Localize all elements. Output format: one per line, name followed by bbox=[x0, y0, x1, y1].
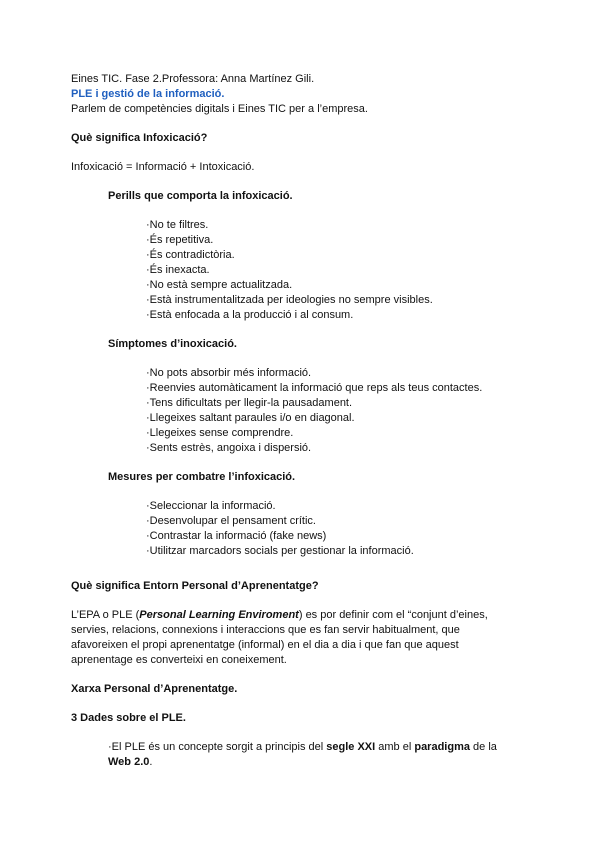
fact-bold-web: Web 2.0 bbox=[108, 756, 150, 768]
xarxa-heading: Xarxa Personal d’Aprenentatge. bbox=[71, 683, 238, 695]
list-item: ·Llegeixes saltant paraules i/o en diagonal. bbox=[146, 412, 355, 424]
infoxicacio-definition: Infoxicació = Informació + Intoxicació. bbox=[71, 161, 255, 173]
ple-term: Personal Learning Enviroment bbox=[139, 609, 299, 621]
list-item: ·És contradictòria. bbox=[146, 249, 235, 261]
fact-text: . bbox=[149, 756, 153, 768]
document-subtitle: PLE i gestió de la informació. bbox=[71, 88, 225, 100]
list-item: ·Seleccionar la informació. bbox=[146, 500, 276, 512]
simptomes-list bbox=[146, 366, 531, 456]
list-item: ·Desenvolupar el pensament crític. bbox=[146, 515, 316, 527]
ple-fact-1 bbox=[108, 740, 498, 770]
fact-text: de la bbox=[469, 741, 497, 753]
document-page bbox=[71, 72, 531, 770]
dades-heading: 3 Dades sobre el PLE. bbox=[71, 712, 186, 724]
list-item: ·Està instrumentalitzada per ideologies no sempre visibles. bbox=[146, 294, 433, 306]
perills-heading: Perills que comporta la infoxicació. bbox=[108, 190, 293, 202]
ple-definition-paragraph bbox=[71, 608, 511, 668]
perills-list bbox=[146, 218, 531, 323]
ple-para-start: L’EPA o PLE ( bbox=[71, 609, 140, 621]
list-item: ·No pots absorbir més informació. bbox=[146, 367, 312, 379]
course-line: Eines TIC. Fase 2.Professora: Anna Martínez Gili. bbox=[71, 73, 315, 85]
list-item: ·Utilitzar marcadors socials per gestionar la informació. bbox=[146, 545, 414, 557]
fact-bold-segle: segle XXI bbox=[326, 741, 376, 753]
list-item: ·Està enfocada a la producció i al consum. bbox=[146, 309, 354, 321]
list-item: ·És repetitiva. bbox=[146, 234, 214, 246]
list-item: ·Contrastar la informació (fake news) bbox=[146, 530, 327, 542]
list-item: ·Reenvies automàticament la informació que reps als teus contactes. bbox=[146, 382, 483, 394]
mesures-heading: Mesures per combatre l’infoxicació. bbox=[108, 471, 296, 483]
ple-question: Què significa Entorn Personal d’Aprenentatge? bbox=[71, 580, 319, 592]
list-item: ·No està sempre actualitzada. bbox=[146, 279, 293, 291]
fact-text: ·El PLE és un concepte sorgit a principis del bbox=[108, 741, 327, 753]
mesures-list bbox=[146, 499, 531, 559]
list-item: ·No te filtres. bbox=[146, 219, 209, 231]
fact-text: amb el bbox=[375, 741, 415, 753]
simptomes-heading: Símptomes d’inoxicació. bbox=[108, 338, 237, 350]
list-item: ·És inexacta. bbox=[146, 264, 210, 276]
intro-text: Parlem de competències digitals i Eines TIC per a l’empresa. bbox=[71, 103, 368, 115]
fact-bold-paradigma: paradigma bbox=[414, 741, 470, 753]
list-item: ·Tens dificultats per llegir-la pausadament. bbox=[146, 397, 353, 409]
infoxicacio-question: Què significa Infoxicació? bbox=[71, 132, 208, 144]
list-item: ·Llegeixes sense comprendre. bbox=[146, 427, 294, 439]
ple-para-rest: ) es por definir com el “conjunt d’eines, servies, relacions, connexions i interaccions que es fan servir habitualment, que afavoreixen el propi aprenentatge (informal) en el dia a dia i que fan que aquest aprenentage es converteixi en coneixement. bbox=[71, 609, 488, 666]
list-item: ·Sents estrès, angoixa i dispersió. bbox=[146, 442, 312, 454]
